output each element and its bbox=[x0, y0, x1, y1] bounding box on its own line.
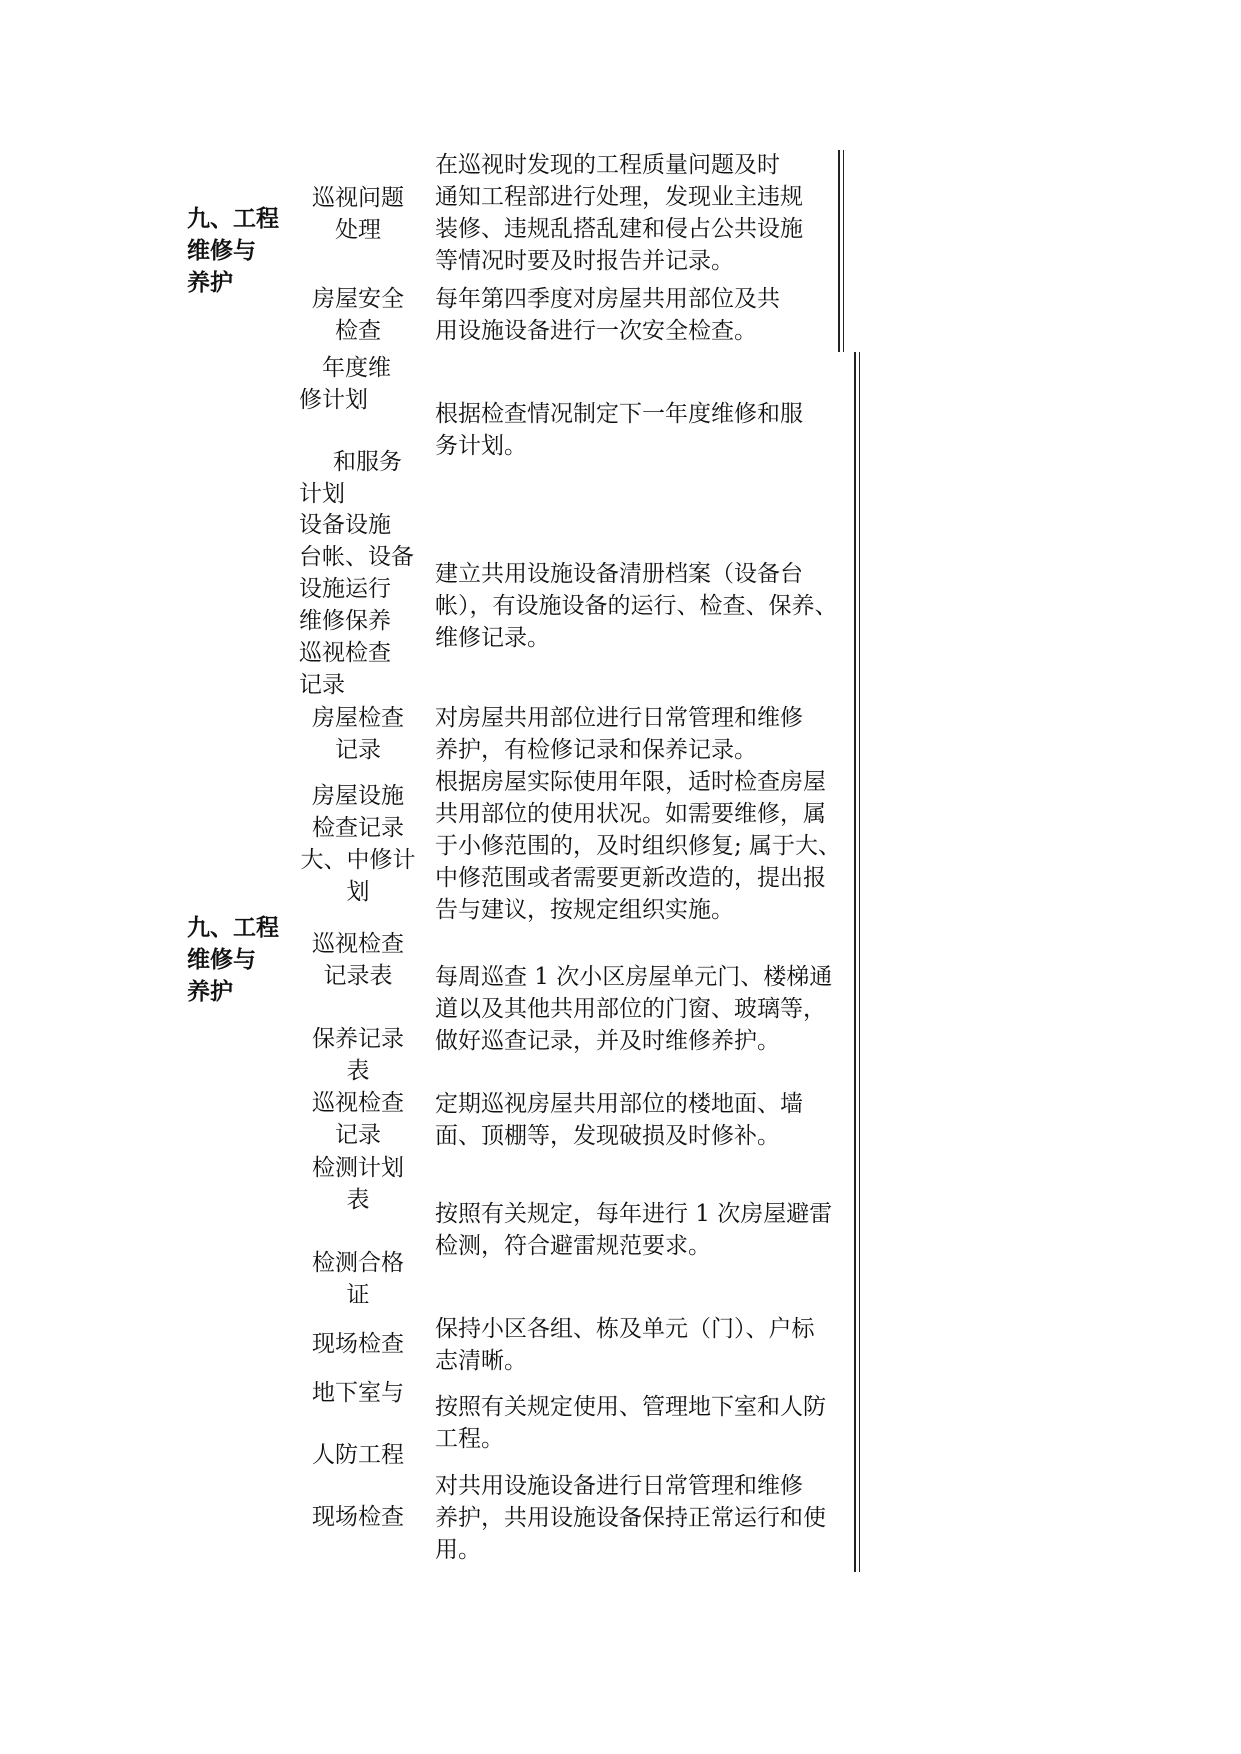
description-line: 帐），有设施设备的运行、检查、保养、 bbox=[435, 593, 838, 619]
item-label-line: 计划 bbox=[299, 481, 345, 507]
description-line: 中修范围或者需要更新改造的，提出报 bbox=[435, 865, 826, 891]
description-line: 对共用设施设备进行日常管理和维修 bbox=[435, 1473, 803, 1499]
item-label-line: 表 bbox=[346, 1187, 370, 1213]
item-label-line: 设备设施 bbox=[299, 512, 391, 538]
item-label-line: 证 bbox=[346, 1282, 370, 1308]
item-label-line: 房屋设施 bbox=[312, 783, 404, 809]
item-label-line: 和服务 bbox=[333, 449, 402, 475]
item-label-line: 巡视检查 bbox=[299, 640, 391, 666]
item-label-line: 检测合格 bbox=[312, 1250, 404, 1276]
item-label-line: 检测计划 bbox=[312, 1155, 404, 1181]
description-line: 志清晰。 bbox=[435, 1348, 527, 1374]
item-label-line: 修计划 bbox=[299, 387, 368, 413]
description-line: 务计划。 bbox=[435, 433, 527, 459]
item-label-line: 房屋安全 bbox=[312, 286, 404, 312]
item-label-line: 处理 bbox=[335, 217, 381, 243]
description-line: 用。 bbox=[435, 1537, 481, 1563]
item-label-line: 设施运行 bbox=[299, 576, 391, 602]
description-line: 等情况时要及时报告并记录。 bbox=[435, 248, 734, 274]
item-label-line: 巡视问题 bbox=[312, 185, 404, 211]
section-title-line: 养护 bbox=[187, 978, 233, 1005]
description-line: 按照有关规定使用、管理地下室和人防 bbox=[435, 1394, 826, 1420]
section-title-line: 九、工程 bbox=[187, 205, 279, 232]
item-label-line: 大、中修计 bbox=[300, 847, 416, 873]
description-line: 根据房屋实际使用年限，适时检查房屋 bbox=[435, 769, 826, 795]
description-line: 每年第四季度对房屋共用部位及共 bbox=[435, 286, 780, 312]
description-line: 面、顶棚等，发现破损及时修补。 bbox=[435, 1123, 780, 1149]
item-label-line: 房屋检查 bbox=[312, 705, 404, 731]
description-line: 工程。 bbox=[435, 1426, 504, 1452]
description-line: 做好巡查记录，并及时维修养护。 bbox=[435, 1028, 780, 1054]
item-label-line: 检查 bbox=[335, 318, 381, 344]
description-line: 用设施设备进行一次安全检查。 bbox=[435, 318, 757, 344]
description-line: 装修、违规乱搭乱建和侵占公共设施 bbox=[435, 216, 803, 242]
item-label-line: 巡视检查 bbox=[312, 931, 404, 957]
item-label-line: 记录 bbox=[299, 672, 345, 698]
description-line: 在巡视时发现的工程质量问题及时 bbox=[435, 152, 780, 178]
description-line: 道以及其他共用部位的门窗、玻璃等， bbox=[435, 996, 826, 1022]
description-line: 共用部位的使用状况。如需要维修，属 bbox=[435, 801, 826, 827]
item-label-line: 台帐、设备 bbox=[299, 544, 414, 570]
table-border-top-outer bbox=[838, 150, 840, 352]
item-label-line: 现场检查 bbox=[312, 1504, 404, 1530]
item-label-line: 检查记录 bbox=[312, 815, 404, 841]
section-title-line: 维修与 bbox=[187, 946, 256, 973]
item-label-line: 年度维 bbox=[322, 355, 391, 381]
item-label-line: 地下室与 bbox=[312, 1380, 404, 1406]
description-line: 养护，有检修记录和保养记录。 bbox=[435, 737, 757, 763]
table-border-bottom-inner bbox=[859, 352, 860, 1572]
description-line: 养护，共用设施设备保持正常运行和使 bbox=[435, 1505, 826, 1531]
section-title-line: 养护 bbox=[187, 269, 233, 296]
description-line: 告与建议，按规定组织实施。 bbox=[435, 897, 734, 923]
item-label-line: 巡视检查 bbox=[312, 1090, 404, 1116]
item-label-line: 记录表 bbox=[323, 963, 393, 989]
item-label-line: 划 bbox=[346, 879, 370, 905]
description-line: 检测，符合避雷规范要求。 bbox=[435, 1233, 711, 1259]
table-border-top-inner bbox=[843, 150, 844, 352]
description-line: 建立共用设施设备清册档案（设备台 bbox=[435, 561, 803, 587]
item-label-line: 记录 bbox=[335, 737, 381, 763]
item-label-line: 保养记录 bbox=[312, 1026, 404, 1052]
description-line: 维修记录。 bbox=[435, 625, 550, 651]
section-title-line: 维修与 bbox=[187, 237, 256, 264]
description-line: 通知工程部进行处理，发现业主违规 bbox=[435, 184, 803, 210]
item-label-line: 现场检查 bbox=[312, 1331, 404, 1357]
description-line: 对房屋共用部位进行日常管理和维修 bbox=[435, 705, 803, 731]
item-label-line: 维修保养 bbox=[299, 608, 391, 634]
table-border-bottom-outer bbox=[854, 352, 856, 1572]
description-line: 根据检查情况制定下一年度维修和服 bbox=[435, 401, 803, 427]
description-line: 按照有关规定，每年进行 1 次房屋避雷 bbox=[435, 1201, 833, 1227]
description-line: 于小修范围的，及时组织修复; 属于大、 bbox=[435, 833, 842, 859]
description-line: 定期巡视房屋共用部位的楼地面、墙 bbox=[435, 1091, 803, 1117]
item-label-line: 记录 bbox=[335, 1122, 381, 1148]
item-label-line: 人防工程 bbox=[312, 1442, 404, 1468]
section-title-line: 九、工程 bbox=[187, 914, 279, 941]
description-line: 保持小区各组、栋及单元（门）、户标 bbox=[435, 1316, 815, 1342]
description-line: 每周巡查 1 次小区房屋单元门、楼梯通 bbox=[435, 964, 833, 990]
item-label-line: 表 bbox=[346, 1058, 370, 1084]
